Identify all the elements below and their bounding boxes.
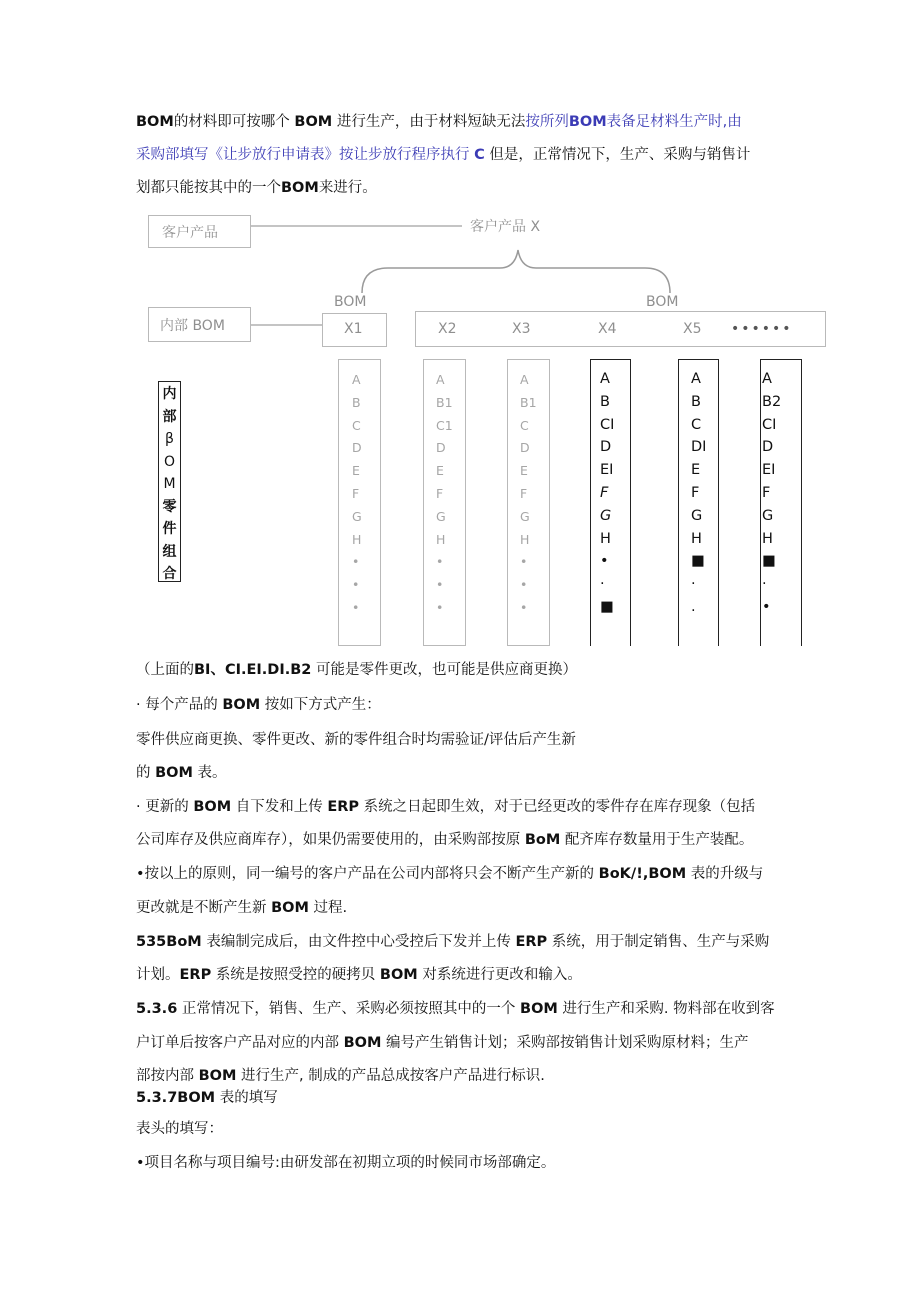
text: 系统是按照受控的硬拷贝 [215,967,376,983]
part-item: H [520,531,530,547]
text: 表备足材料生产时,由 [606,114,742,130]
text: 计划。 [136,967,180,983]
text: 来进行。 [318,180,377,196]
text: BOM [136,114,174,130]
text: BOM [155,765,193,781]
text: 按如下方式产生： [264,697,381,713]
part-item: B1 [436,394,453,410]
part-item: H [762,530,773,547]
text: 零件供应商更换、零件更改、新的零件组合时均需验证/评估后产生新 [136,732,576,748]
part-item: • [352,600,360,615]
part-item: B [352,394,361,410]
side-char: 部 [162,408,177,425]
text: BOM [343,1035,382,1051]
part-item: G [436,508,446,524]
body-line-16 [136,1154,555,1172]
x-item: X3 [512,321,531,337]
part-item: ■ [600,599,614,615]
intro-line-1 [136,113,742,131]
part-item: A [436,372,445,387]
part-item: H [691,530,702,547]
part-item: E [352,463,360,479]
text: 划都只能按其中的一个 [136,180,281,196]
part-item: • [520,554,528,570]
part-item: A [600,371,610,387]
internal-bom-label: 内部 BOM [160,318,225,334]
text: 部按内部 [136,1068,194,1084]
side-char: 件 [162,521,177,537]
body-line-4 [136,764,227,782]
x-item-ellipsis: •••••• [731,321,793,337]
part-item: • [352,554,360,570]
side-char: 内 [162,386,177,402]
text: •项目名称与项目编号:由研发部在初期立项的时候同市场部确定。 [136,1155,556,1171]
part-item: G [600,507,612,524]
part-item: · [600,576,605,593]
part-item: F [352,486,360,501]
part-item: H [436,531,446,547]
intro-line-2 [136,146,750,164]
text: 表的填写 [219,1090,278,1106]
body-line-15 [136,1120,223,1138]
part-item: A [762,371,772,387]
text: 5.3.6 [136,1001,178,1017]
side-char: β [165,431,174,447]
body-line-3 [136,731,576,749]
text: BOM [379,967,418,983]
text: 进行生产，由于材料短缺无法 [336,114,526,130]
brace [362,250,670,293]
part-item: B1 [520,394,537,410]
x-item: X5 [683,321,702,337]
text: 户订单后按客户产品对应的内部 [136,1035,339,1051]
body-line-6 [136,831,753,849]
part-item: C1 [436,417,453,433]
text: BoM [524,832,561,848]
part-item: EI [762,462,776,479]
body-line-13 [136,1067,545,1085]
text: BOM [271,900,309,916]
part-item: E [436,463,444,479]
part-item: • [436,577,444,593]
text: 的 [136,765,151,781]
x-item: X4 [598,321,617,337]
part-item: D [600,439,612,456]
part-item: · [691,576,696,593]
part-item: G [352,508,362,524]
text: 按所列 [525,114,569,130]
text: BOM [198,1068,237,1084]
part-item: D [352,440,362,456]
text: BOM [568,114,607,130]
text: ERP [515,934,548,950]
side-char: M [163,476,176,492]
part-item: • [762,599,771,615]
text: 的材料即可按哪个 [173,114,290,130]
text: BoK/!,BOM [598,866,687,882]
text: 进行生产和采购. 物料部在收到客 [562,1001,775,1017]
text: 进行生产, 制成的产品总成按客户产品进行标识. [241,1068,545,1084]
text: · 每个产品的 [136,697,218,713]
part-item: DI [691,439,707,456]
part-item: • [600,553,609,570]
text: ERP [327,799,360,815]
part-item: • [520,577,528,593]
text: BOM [222,697,261,713]
x-item: X2 [438,321,457,337]
body-line-5 [136,798,755,816]
body-line-7 [136,865,763,883]
part-item: . [691,599,696,615]
text: 采购部填写《让步放行申请表》按让步放行程序执行 [136,147,470,163]
part-item: CI [762,416,777,433]
body-line-9 [136,933,769,951]
text: ERP [179,967,212,983]
part-item: G [691,507,703,524]
text: BI、CI.EI.DI.B2 [194,662,312,678]
part-item: F [691,485,700,501]
side-char: O [163,453,176,470]
part-item: D [436,440,446,456]
text: BOM [294,114,333,130]
text: · 更新的 [136,799,189,815]
body-line-1 [136,661,577,679]
text: 配齐库存数量用于生产装配。 [564,832,754,848]
body-line-2 [136,696,381,714]
text: C [474,147,485,163]
body-line-11 [136,1000,775,1018]
internal-bom-parts-label [158,381,181,582]
part-item: ■ [762,553,776,570]
side-char: 零 [162,498,177,515]
part-item: E [691,462,701,479]
part-item: · [762,576,767,593]
part-item: EI [600,462,614,479]
part-item: G [520,508,530,524]
part-item: D [520,440,530,456]
text: BOM [281,180,319,196]
part-item: C [352,417,361,433]
part-item: • [520,600,528,615]
text: 正常情况下，销售、生产、采购必须按照其中的一个 [181,1001,516,1017]
text: 自下发和上传 [235,799,323,815]
intro-line-3 [136,179,377,197]
part-item: H [600,530,611,547]
part-item: A [691,371,701,387]
text: BOM [520,1001,558,1017]
customer-product-label: 客户产品 [162,225,218,241]
part-item: C [520,417,529,433]
text: 编号产生销售计划；采购部按销售计划采购原材料；生产 [386,1035,749,1051]
part-item: B [600,393,610,410]
part-item: F [762,485,771,501]
side-char: 组 [162,543,177,560]
side-char: 合 [162,566,177,582]
part-item: E [520,463,528,479]
bom-label-left: BOM [334,294,367,310]
part-item: B [691,393,701,410]
part-item: CI [600,416,615,433]
text: 系统，用于制定销售、生产与采购 [551,934,770,950]
part-item: F [520,486,528,501]
text: 公司库存及供应商库存），如果仍需要使用的，由采购部按原 [136,832,521,848]
text: 表的升级与 [690,866,764,882]
body-line-10 [136,966,582,984]
text: BOM [193,799,232,815]
text: 但是，正常情况下，生产、采购与销售计 [489,147,751,163]
bom-label-right: BOM [646,294,679,310]
part-item: F [436,486,444,501]
part-item: B2 [762,393,782,410]
part-item: D [762,439,774,456]
text: 可能是零件更改，也可能是供应商更换） [316,662,577,678]
text: 更改就是不断产生新 [136,900,267,916]
text: （上面的 [136,662,194,678]
part-item: A [352,372,361,387]
text: 表。 [197,765,227,781]
part-item: G [762,507,774,524]
body-line-8 [136,899,347,917]
part-item: A [520,372,529,387]
text: 过程. [313,900,348,916]
part-item: • [436,554,444,570]
text: 对系统进行更改和输入。 [422,967,582,983]
part-item: ■ [691,553,705,570]
text: •按以上的原则，同一编号的客户产品在公司内部将只会不断产生产新的 [136,866,595,882]
text: 表头的填写： [136,1121,223,1137]
part-item: H [352,531,362,547]
text: 系统之日起即生效，对于已经更改的零件存在库存现象（包括 [363,799,756,815]
customer-product-x-label: 客户产品 X [470,219,541,235]
x1-label: X1 [344,321,363,337]
text: 535BoM [136,934,202,950]
body-line-12 [136,1034,749,1052]
part-item: F [600,485,609,501]
text: 表编制完成后，由文件控中心受控后下发并上传 [206,934,511,950]
part-item: • [436,600,444,615]
part-item: C [691,416,702,433]
part-item: • [352,577,360,593]
text: 5.3.7BOM [136,1090,216,1106]
section-heading-537 [136,1089,278,1107]
